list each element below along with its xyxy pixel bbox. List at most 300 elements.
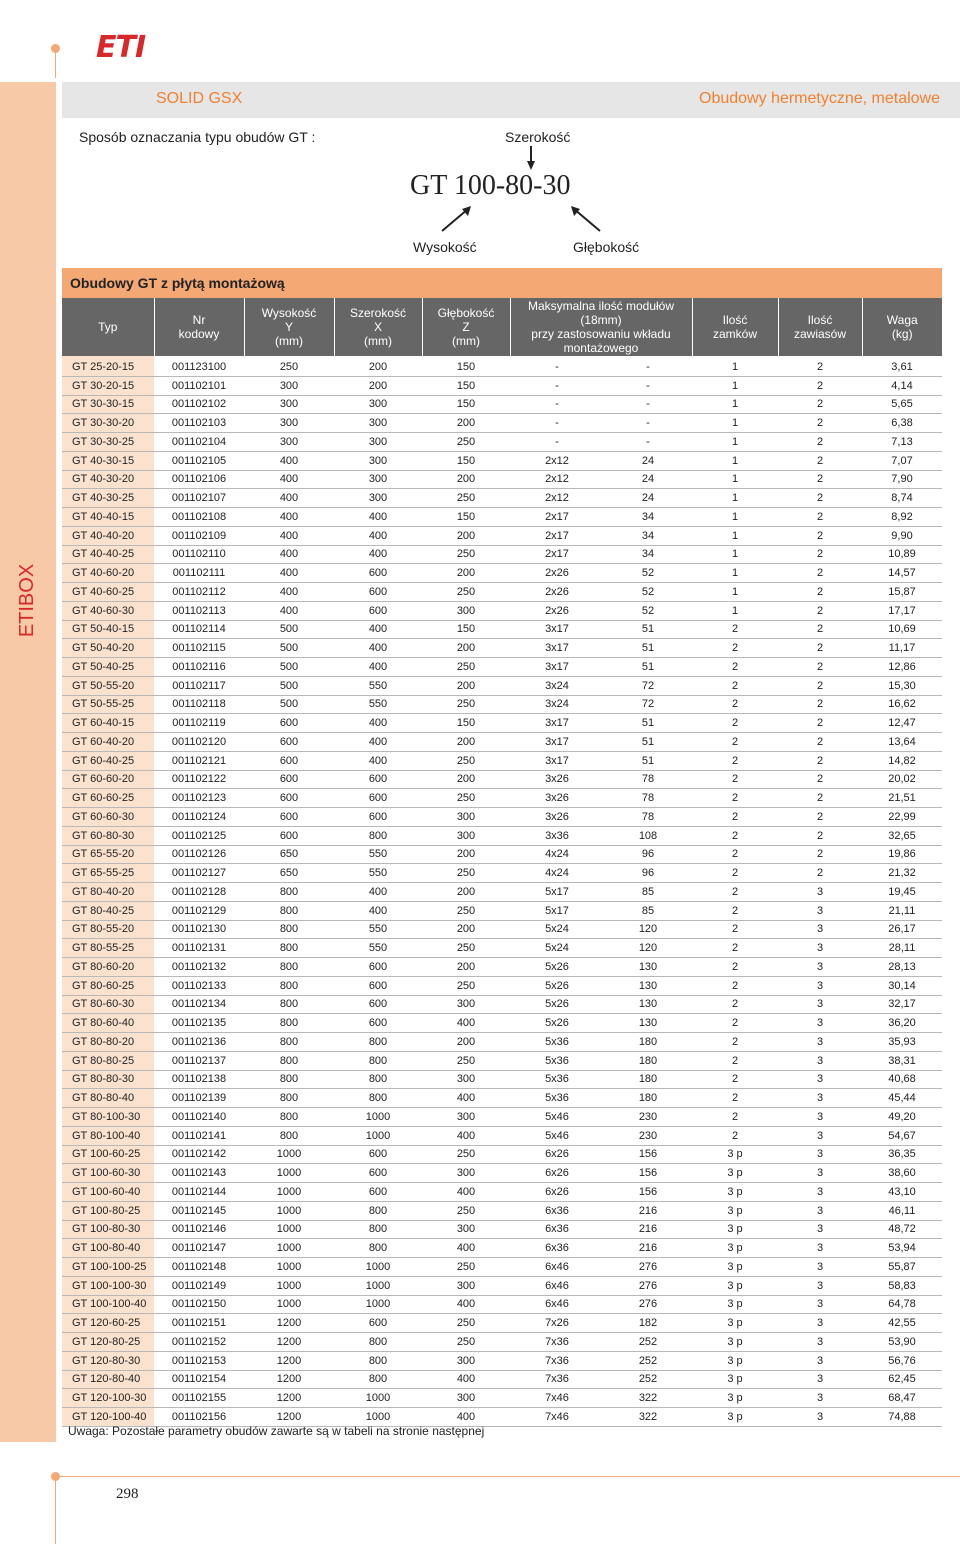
cell-moduly: 5x24 xyxy=(510,920,604,939)
cell-nr-kodowy: 001102139 xyxy=(154,1089,244,1108)
cell-wysokosc: 400 xyxy=(244,489,334,508)
cell-moduly-ilosc: 51 xyxy=(604,658,692,677)
cell-szerokosc: 300 xyxy=(334,470,422,489)
cell-nr-kodowy: 001123100 xyxy=(154,356,244,376)
cell-waga: 32,65 xyxy=(862,826,942,845)
cell-glebokosc: 200 xyxy=(422,958,510,977)
cell-moduly: 2x12 xyxy=(510,470,604,489)
cell-glebokosc: 250 xyxy=(422,864,510,883)
cell-moduly-ilosc: 72 xyxy=(604,676,692,695)
cell-nr-kodowy: 001102145 xyxy=(154,1201,244,1220)
cell-zamki: 2 xyxy=(692,1014,778,1033)
cell-waga: 17,17 xyxy=(862,601,942,620)
cell-typ: GT 40-60-30 xyxy=(62,601,154,620)
cell-zawiasy: 2 xyxy=(778,751,862,770)
cell-zamki: 3 p xyxy=(692,1351,778,1370)
cell-typ: GT 80-60-25 xyxy=(62,976,154,995)
cell-zamki: 1 xyxy=(692,489,778,508)
cell-glebokosc: 200 xyxy=(422,414,510,433)
cell-typ: GT 60-40-15 xyxy=(62,714,154,733)
cell-waga: 22,99 xyxy=(862,808,942,827)
cell-zamki: 2 xyxy=(692,789,778,808)
cell-zawiasy: 3 xyxy=(778,1033,862,1052)
cell-szerokosc: 800 xyxy=(334,1201,422,1220)
legend-label: Sposób oznaczania typu obudów GT : xyxy=(79,129,316,145)
cell-waga: 53,90 xyxy=(862,1333,942,1352)
cell-glebokosc: 150 xyxy=(422,508,510,527)
table-row xyxy=(62,808,942,827)
cell-nr-kodowy: 001102104 xyxy=(154,433,244,452)
table-row xyxy=(62,451,942,470)
cell-szerokosc: 600 xyxy=(334,1145,422,1164)
cell-zamki: 2 xyxy=(692,845,778,864)
cell-glebokosc: 250 xyxy=(422,583,510,602)
cell-moduly: 6x26 xyxy=(510,1183,604,1202)
cell-moduly-ilosc: 230 xyxy=(604,1126,692,1145)
cell-waga: 21,11 xyxy=(862,901,942,920)
cell-nr-kodowy: 001102111 xyxy=(154,564,244,583)
cell-waga: 15,87 xyxy=(862,583,942,602)
cell-waga: 20,02 xyxy=(862,770,942,789)
table-row xyxy=(62,1351,942,1370)
cell-moduly: 3x17 xyxy=(510,714,604,733)
cell-zamki: 1 xyxy=(692,564,778,583)
cell-zawiasy: 3 xyxy=(778,1333,862,1352)
cell-moduly-ilosc: 180 xyxy=(604,1033,692,1052)
cell-typ: GT 100-80-30 xyxy=(62,1220,154,1239)
cell-moduly: 6x46 xyxy=(510,1276,604,1295)
cell-glebokosc: 200 xyxy=(422,733,510,752)
cell-glebokosc: 200 xyxy=(422,845,510,864)
cell-typ: GT 120-60-25 xyxy=(62,1314,154,1333)
table-row xyxy=(62,1220,942,1239)
cell-typ: GT 100-60-40 xyxy=(62,1183,154,1202)
cell-wysokosc: 1000 xyxy=(244,1145,334,1164)
cell-szerokosc: 600 xyxy=(334,1014,422,1033)
cell-zawiasy: 3 xyxy=(778,1014,862,1033)
enclosure-table xyxy=(62,298,942,1427)
cell-moduly: - xyxy=(510,414,604,433)
cell-glebokosc: 250 xyxy=(422,976,510,995)
cell-waga: 8,92 xyxy=(862,508,942,527)
col-header-zamki: Ilość zamków xyxy=(692,298,778,356)
cell-nr-kodowy: 001102132 xyxy=(154,958,244,977)
cell-moduly: 6x26 xyxy=(510,1164,604,1183)
table-row xyxy=(62,1126,942,1145)
cell-zawiasy: 2 xyxy=(778,451,862,470)
cell-typ: GT 80-60-20 xyxy=(62,958,154,977)
cell-zawiasy: 3 xyxy=(778,1201,862,1220)
section-title: Obudowy GT z płytą montażową xyxy=(70,275,285,291)
cell-nr-kodowy: 001102105 xyxy=(154,451,244,470)
cell-moduly: 2x12 xyxy=(510,451,604,470)
cell-zamki: 2 xyxy=(692,864,778,883)
cell-zawiasy: 3 xyxy=(778,1408,862,1427)
cell-moduly-ilosc: 120 xyxy=(604,920,692,939)
cell-waga: 56,76 xyxy=(862,1351,942,1370)
cell-moduly-ilosc: 216 xyxy=(604,1220,692,1239)
cell-zamki: 1 xyxy=(692,451,778,470)
legend-glebokosc: Głębokość xyxy=(573,239,640,255)
cell-typ: GT 80-60-30 xyxy=(62,995,154,1014)
cell-moduly-ilosc: 78 xyxy=(604,808,692,827)
type-code-example: GT 100-80-30 xyxy=(410,170,571,201)
table-row xyxy=(62,1370,942,1389)
cell-wysokosc: 400 xyxy=(244,601,334,620)
table-row xyxy=(62,751,942,770)
table-row xyxy=(62,1295,942,1314)
cell-glebokosc: 300 xyxy=(422,1220,510,1239)
table-row xyxy=(62,639,942,658)
page-number: 298 xyxy=(116,1486,139,1502)
cell-wysokosc: 1000 xyxy=(244,1164,334,1183)
cell-wysokosc: 1000 xyxy=(244,1201,334,1220)
cell-zamki: 3 p xyxy=(692,1370,778,1389)
table-row xyxy=(62,1389,942,1408)
cell-nr-kodowy: 001102103 xyxy=(154,414,244,433)
cell-glebokosc: 300 xyxy=(422,1276,510,1295)
cell-wysokosc: 600 xyxy=(244,733,334,752)
cell-zamki: 3 p xyxy=(692,1201,778,1220)
cell-moduly: 5x24 xyxy=(510,939,604,958)
table-row xyxy=(62,470,942,489)
cell-moduly: 2x26 xyxy=(510,583,604,602)
cell-moduly-ilosc: 120 xyxy=(604,939,692,958)
table-row xyxy=(62,976,942,995)
cell-glebokosc: 200 xyxy=(422,1033,510,1052)
cell-waga: 4,14 xyxy=(862,376,942,395)
cell-glebokosc: 250 xyxy=(422,1145,510,1164)
cell-nr-kodowy: 001102150 xyxy=(154,1295,244,1314)
cell-moduly: 5x36 xyxy=(510,1051,604,1070)
cell-typ: GT 40-30-20 xyxy=(62,470,154,489)
cell-moduly: - xyxy=(510,376,604,395)
header-category: Obudowy hermetyczne, metalowe xyxy=(699,90,940,107)
cell-moduly: 5x17 xyxy=(510,901,604,920)
cell-typ: GT 30-30-15 xyxy=(62,395,154,414)
cell-typ: GT 100-60-30 xyxy=(62,1164,154,1183)
cell-typ: GT 100-100-30 xyxy=(62,1276,154,1295)
table-row xyxy=(62,620,942,639)
cell-glebokosc: 250 xyxy=(422,1051,510,1070)
cell-wysokosc: 1200 xyxy=(244,1314,334,1333)
cell-zamki: 1 xyxy=(692,545,778,564)
cell-waga: 46,11 xyxy=(862,1201,942,1220)
cell-zawiasy: 2 xyxy=(778,395,862,414)
cell-zawiasy: 3 xyxy=(778,1145,862,1164)
cell-nr-kodowy: 001102106 xyxy=(154,470,244,489)
cell-nr-kodowy: 001102127 xyxy=(154,864,244,883)
table-row xyxy=(62,489,942,508)
cell-zawiasy: 2 xyxy=(778,770,862,789)
cell-zamki: 2 xyxy=(692,639,778,658)
cell-waga: 19,45 xyxy=(862,883,942,902)
cell-typ: GT 100-80-25 xyxy=(62,1201,154,1220)
cell-szerokosc: 300 xyxy=(334,451,422,470)
cell-zawiasy: 2 xyxy=(778,508,862,527)
cell-nr-kodowy: 001102147 xyxy=(154,1239,244,1258)
table-row xyxy=(62,564,942,583)
cell-szerokosc: 600 xyxy=(334,1314,422,1333)
cell-typ: GT 100-100-25 xyxy=(62,1258,154,1277)
footnote: Uwaga: Pozostałe parametry obudów zawarte są w tabeli na stronie następnej xyxy=(68,1424,485,1438)
cell-moduly: 5x26 xyxy=(510,995,604,1014)
table-row xyxy=(62,376,942,395)
cell-szerokosc: 800 xyxy=(334,1220,422,1239)
cell-moduly-ilosc: - xyxy=(604,356,692,376)
cell-moduly: - xyxy=(510,433,604,452)
cell-moduly: - xyxy=(510,356,604,376)
cell-szerokosc: 1000 xyxy=(334,1389,422,1408)
cell-zawiasy: 2 xyxy=(778,826,862,845)
cell-zawiasy: 2 xyxy=(778,564,862,583)
cell-waga: 19,86 xyxy=(862,845,942,864)
cell-nr-kodowy: 001102123 xyxy=(154,789,244,808)
cell-zawiasy: 3 xyxy=(778,1070,862,1089)
header-product-line: SOLID GSX xyxy=(156,90,243,107)
cell-szerokosc: 800 xyxy=(334,1070,422,1089)
cell-moduly-ilosc: 96 xyxy=(604,845,692,864)
cell-glebokosc: 400 xyxy=(422,1183,510,1202)
cell-typ: GT 80-100-40 xyxy=(62,1126,154,1145)
cell-waga: 21,32 xyxy=(862,864,942,883)
cell-moduly-ilosc: 130 xyxy=(604,976,692,995)
cell-zawiasy: 2 xyxy=(778,714,862,733)
col-header-nr: Nr kodowy xyxy=(154,298,244,356)
cell-wysokosc: 1200 xyxy=(244,1351,334,1370)
cell-zamki: 3 p xyxy=(692,1145,778,1164)
cell-glebokosc: 250 xyxy=(422,1201,510,1220)
cell-moduly: 5x36 xyxy=(510,1070,604,1089)
cell-nr-kodowy: 001102135 xyxy=(154,1014,244,1033)
cell-typ: GT 80-55-20 xyxy=(62,920,154,939)
cell-moduly-ilosc: 322 xyxy=(604,1408,692,1427)
cell-szerokosc: 300 xyxy=(334,395,422,414)
table-row xyxy=(62,676,942,695)
cell-moduly: 3x26 xyxy=(510,789,604,808)
cell-typ: GT 80-80-30 xyxy=(62,1070,154,1089)
cell-szerokosc: 600 xyxy=(334,1183,422,1202)
cell-szerokosc: 300 xyxy=(334,414,422,433)
cell-glebokosc: 300 xyxy=(422,826,510,845)
cell-zawiasy: 3 xyxy=(778,995,862,1014)
cell-waga: 30,14 xyxy=(862,976,942,995)
cell-moduly-ilosc: 51 xyxy=(604,733,692,752)
cell-wysokosc: 800 xyxy=(244,1089,334,1108)
cell-wysokosc: 400 xyxy=(244,583,334,602)
cell-nr-kodowy: 001102154 xyxy=(154,1370,244,1389)
cell-moduly-ilosc: 51 xyxy=(604,714,692,733)
cell-typ: GT 60-60-20 xyxy=(62,770,154,789)
cell-zamki: 2 xyxy=(692,1070,778,1089)
cell-glebokosc: 400 xyxy=(422,1089,510,1108)
cell-nr-kodowy: 001102128 xyxy=(154,883,244,902)
cell-wysokosc: 300 xyxy=(244,414,334,433)
cell-moduly-ilosc: 252 xyxy=(604,1351,692,1370)
cell-typ: GT 80-40-25 xyxy=(62,901,154,920)
cell-typ: GT 30-30-25 xyxy=(62,433,154,452)
cell-zawiasy: 3 xyxy=(778,1295,862,1314)
cell-wysokosc: 300 xyxy=(244,376,334,395)
cell-zamki: 1 xyxy=(692,470,778,489)
cell-typ: GT 120-100-30 xyxy=(62,1389,154,1408)
cell-szerokosc: 400 xyxy=(334,639,422,658)
cell-zawiasy: 3 xyxy=(778,1089,862,1108)
cell-nr-kodowy: 001102141 xyxy=(154,1126,244,1145)
cell-moduly: 3x36 xyxy=(510,826,604,845)
cell-glebokosc: 300 xyxy=(422,1164,510,1183)
table-row xyxy=(62,789,942,808)
cell-moduly-ilosc: 96 xyxy=(604,864,692,883)
cell-nr-kodowy: 001102156 xyxy=(154,1408,244,1427)
cell-wysokosc: 800 xyxy=(244,920,334,939)
table-row xyxy=(62,1314,942,1333)
cell-zawiasy: 3 xyxy=(778,901,862,920)
cell-typ: GT 80-80-40 xyxy=(62,1089,154,1108)
cell-zamki: 2 xyxy=(692,1126,778,1145)
cell-typ: GT 60-40-25 xyxy=(62,751,154,770)
cell-moduly-ilosc: 72 xyxy=(604,695,692,714)
cell-glebokosc: 300 xyxy=(422,808,510,827)
cell-nr-kodowy: 001102131 xyxy=(154,939,244,958)
cell-moduly-ilosc: 130 xyxy=(604,958,692,977)
cell-moduly: 3x17 xyxy=(510,639,604,658)
cell-wysokosc: 800 xyxy=(244,1108,334,1127)
cell-moduly: 2x12 xyxy=(510,489,604,508)
cell-zawiasy: 3 xyxy=(778,958,862,977)
cell-zamki: 3 p xyxy=(692,1333,778,1352)
cell-zamki: 2 xyxy=(692,676,778,695)
cell-typ: GT 100-80-40 xyxy=(62,1239,154,1258)
cell-glebokosc: 300 xyxy=(422,1389,510,1408)
cell-glebokosc: 150 xyxy=(422,451,510,470)
table-row xyxy=(62,714,942,733)
table-body xyxy=(62,356,942,1426)
table-row xyxy=(62,1108,942,1127)
cell-zamki: 1 xyxy=(692,395,778,414)
cell-wysokosc: 400 xyxy=(244,508,334,527)
cell-wysokosc: 250 xyxy=(244,356,334,376)
table-row xyxy=(62,526,942,545)
cell-moduly-ilosc: 34 xyxy=(604,545,692,564)
table-row xyxy=(62,883,942,902)
cell-zawiasy: 2 xyxy=(778,376,862,395)
cell-typ: GT 30-20-15 xyxy=(62,376,154,395)
cell-moduly-ilosc: 24 xyxy=(604,451,692,470)
cell-moduly-ilosc: - xyxy=(604,433,692,452)
side-label xyxy=(0,560,56,640)
cell-nr-kodowy: 001102124 xyxy=(154,808,244,827)
cell-zawiasy: 2 xyxy=(778,864,862,883)
cell-nr-kodowy: 001102155 xyxy=(154,1389,244,1408)
cell-glebokosc: 200 xyxy=(422,883,510,902)
cell-moduly: 5x26 xyxy=(510,1014,604,1033)
cell-wysokosc: 400 xyxy=(244,526,334,545)
cell-wysokosc: 600 xyxy=(244,808,334,827)
cell-moduly: 5x46 xyxy=(510,1108,604,1127)
cell-waga: 7,07 xyxy=(862,451,942,470)
cell-moduly-ilosc: 130 xyxy=(604,995,692,1014)
cell-zawiasy: 3 xyxy=(778,1239,862,1258)
cell-zamki: 1 xyxy=(692,583,778,602)
cell-zawiasy: 2 xyxy=(778,414,862,433)
table-row xyxy=(62,1145,942,1164)
cell-waga: 14,82 xyxy=(862,751,942,770)
cell-szerokosc: 550 xyxy=(334,676,422,695)
table-row xyxy=(62,508,942,527)
cell-zamki: 2 xyxy=(692,901,778,920)
cell-typ: GT 40-30-15 xyxy=(62,451,154,470)
cell-moduly: 2x17 xyxy=(510,545,604,564)
cell-moduly-ilosc: 85 xyxy=(604,883,692,902)
cell-waga: 28,13 xyxy=(862,958,942,977)
cell-moduly-ilosc: 252 xyxy=(604,1333,692,1352)
cell-waga: 48,72 xyxy=(862,1220,942,1239)
cell-zawiasy: 2 xyxy=(778,620,862,639)
cell-moduly: 3x17 xyxy=(510,658,604,677)
cell-waga: 38,60 xyxy=(862,1164,942,1183)
cell-moduly: 6x46 xyxy=(510,1258,604,1277)
cell-wysokosc: 400 xyxy=(244,564,334,583)
cell-typ: GT 40-30-25 xyxy=(62,489,154,508)
cell-waga: 62,45 xyxy=(862,1370,942,1389)
table-row xyxy=(62,545,942,564)
cell-glebokosc: 300 xyxy=(422,1351,510,1370)
cell-waga: 36,35 xyxy=(862,1145,942,1164)
cell-szerokosc: 1000 xyxy=(334,1126,422,1145)
cell-wysokosc: 1200 xyxy=(244,1333,334,1352)
cell-waga: 74,88 xyxy=(862,1408,942,1427)
cell-zamki: 1 xyxy=(692,508,778,527)
table-row xyxy=(62,414,942,433)
cell-wysokosc: 800 xyxy=(244,1126,334,1145)
cell-waga: 32,17 xyxy=(862,995,942,1014)
cell-waga: 43,10 xyxy=(862,1183,942,1202)
cell-nr-kodowy: 001102146 xyxy=(154,1220,244,1239)
cell-moduly: 6x36 xyxy=(510,1239,604,1258)
cell-typ: GT 80-80-20 xyxy=(62,1033,154,1052)
cell-glebokosc: 200 xyxy=(422,564,510,583)
table-row xyxy=(62,1070,942,1089)
table-row xyxy=(62,1033,942,1052)
cell-nr-kodowy: 001102108 xyxy=(154,508,244,527)
cell-nr-kodowy: 001102112 xyxy=(154,583,244,602)
cell-nr-kodowy: 001102136 xyxy=(154,1033,244,1052)
cell-szerokosc: 550 xyxy=(334,845,422,864)
cell-typ: GT 80-40-20 xyxy=(62,883,154,902)
cell-glebokosc: 250 xyxy=(422,789,510,808)
legend-szerokosc: Szerokość xyxy=(505,129,571,145)
cell-zamki: 1 xyxy=(692,433,778,452)
cell-glebokosc: 150 xyxy=(422,356,510,376)
eti-logo: ETI xyxy=(96,30,146,65)
cell-zamki: 1 xyxy=(692,526,778,545)
cell-nr-kodowy: 001102118 xyxy=(154,695,244,714)
cell-wysokosc: 600 xyxy=(244,826,334,845)
table-row xyxy=(62,995,942,1014)
cell-szerokosc: 600 xyxy=(334,808,422,827)
cell-glebokosc: 200 xyxy=(422,639,510,658)
cell-moduly-ilosc: 156 xyxy=(604,1164,692,1183)
cell-waga: 16,62 xyxy=(862,695,942,714)
cell-zamki: 3 p xyxy=(692,1239,778,1258)
cell-zamki: 3 p xyxy=(692,1276,778,1295)
cell-szerokosc: 200 xyxy=(334,376,422,395)
cell-zamki: 2 xyxy=(692,695,778,714)
cell-moduly-ilosc: 252 xyxy=(604,1370,692,1389)
cell-moduly: 5x17 xyxy=(510,883,604,902)
cell-typ: GT 80-80-25 xyxy=(62,1051,154,1070)
